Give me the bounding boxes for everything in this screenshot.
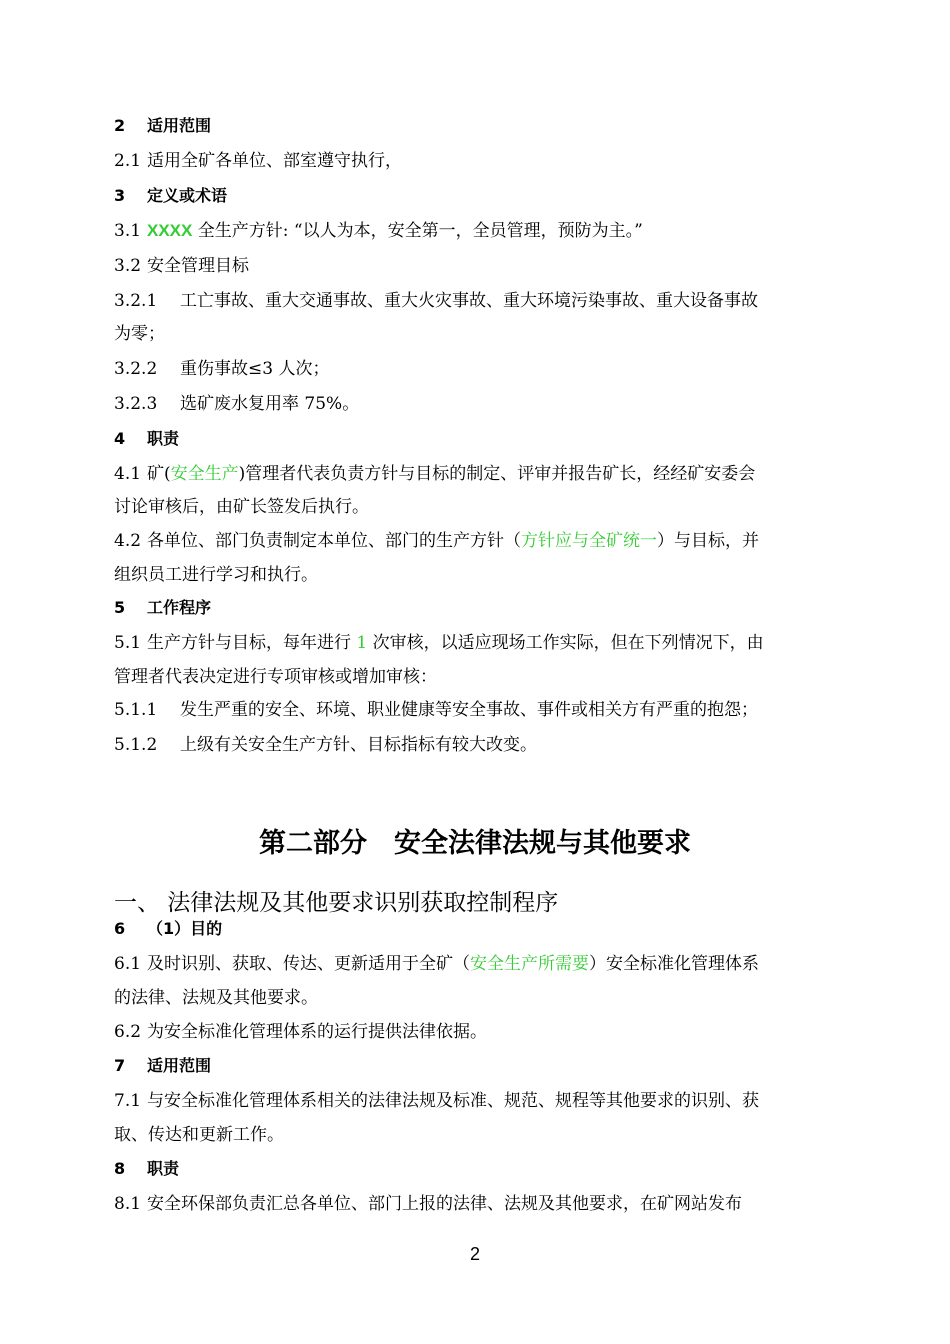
paragraph-6-1-cont: 的法律、法规及其他要求。 xyxy=(114,988,318,1008)
paragraph-5-1-cont: 管理者代表决定进行专项审核或增加审核： xyxy=(114,667,437,687)
paragraph-3-2-3: 3.2.3 选矿废水复用率 75%。 xyxy=(114,394,360,414)
paragraph-5-1-1: 5.1.1 发生严重的安全、环境、职业健康等安全事故、事件或相关方有严重的抱怨； xyxy=(114,700,758,720)
heading-6: 6 （1）目的 xyxy=(114,919,223,938)
paragraph-3-2-1-cont: 为零； xyxy=(114,324,165,344)
heading-7: 7 适用范围 xyxy=(114,1056,212,1075)
paragraph-8-1: 8.1 安全环保部负责汇总各单位、部门上报的法律、法规及其他要求，在矿网站发布 xyxy=(114,1194,742,1214)
section-title: 一、 法律法规及其他要求识别获取控制程序 xyxy=(114,890,559,916)
highlight-text: XXXX xyxy=(147,221,193,240)
paragraph-3-2-2: 3.2.2 重伤事故≤3 人次； xyxy=(114,359,330,379)
paragraph-6-1: 6.1 及时识别、获取、传达、更新适用于全矿（安全生产所需要）安全标准化管理体系 xyxy=(114,954,759,974)
paragraph-4-2: 4.2 各单位、部门负责制定本单位、部门的生产方针（方针应与全矿统一）与目标，并 xyxy=(114,531,759,551)
page-number: 2 xyxy=(469,1244,480,1264)
paragraph-5-1: 5.1 生产方针与目标，每年进行 1 次审核，以适应现场工作实际，但在下列情况下，由 xyxy=(114,633,764,653)
paragraph-4-2-cont: 组织员工进行学习和执行。 xyxy=(114,565,318,585)
paragraph-5-1-2: 5.1.2 上级有关安全生产方针、目标指标有较大改变。 xyxy=(114,735,537,755)
heading-2: 2 适用范围 xyxy=(114,116,212,135)
heading-3: 3 定义或术语 xyxy=(114,186,228,205)
paragraph-7-1: 7.1 与安全标准化管理体系相关的法律法规及标准、规范、规程等其他要求的识别、获 xyxy=(114,1091,759,1111)
paragraph-3-2-1: 3.2.1 工亡事故、重大交通事故、重大火灾事故、重大环境污染事故、重大设备事故 xyxy=(114,291,758,311)
paragraph-3-1: 3.1 XXXX 全生产方针: “以人为本，安全第一，全员管理，预防为主。” xyxy=(114,221,643,241)
heading-4: 4 职责 xyxy=(114,429,180,448)
paragraph-4-1: 4.1 矿(安全生产)管理者代表负责方针与目标的制定、评审并报告矿长，经经矿安委会 xyxy=(114,464,756,484)
highlight-text: 1 xyxy=(356,633,368,653)
paragraph-6-2: 6.2 为安全标准化管理体系的运行提供法律依据。 xyxy=(114,1022,487,1042)
paragraph-4-1-cont: 讨论审核后，由矿长签发后执行。 xyxy=(114,497,369,517)
heading-8: 8 职责 xyxy=(114,1159,180,1178)
part-title: 第二部分 安全法律法规与其他要求 xyxy=(259,828,691,859)
highlight-text: 安全生产所需要 xyxy=(470,954,589,974)
heading-5: 5 工作程序 xyxy=(114,598,212,617)
paragraph-2-1: 2.1 适用全矿各单位、部室遵守执行， xyxy=(114,151,402,171)
paragraph-3-2: 3.2 安全管理目标 xyxy=(114,256,249,276)
highlight-text: 方针应与全矿统一 xyxy=(521,531,657,551)
highlight-text: 安全生产 xyxy=(170,464,239,484)
paragraph-7-1-cont: 取、传达和更新工作。 xyxy=(114,1125,284,1145)
